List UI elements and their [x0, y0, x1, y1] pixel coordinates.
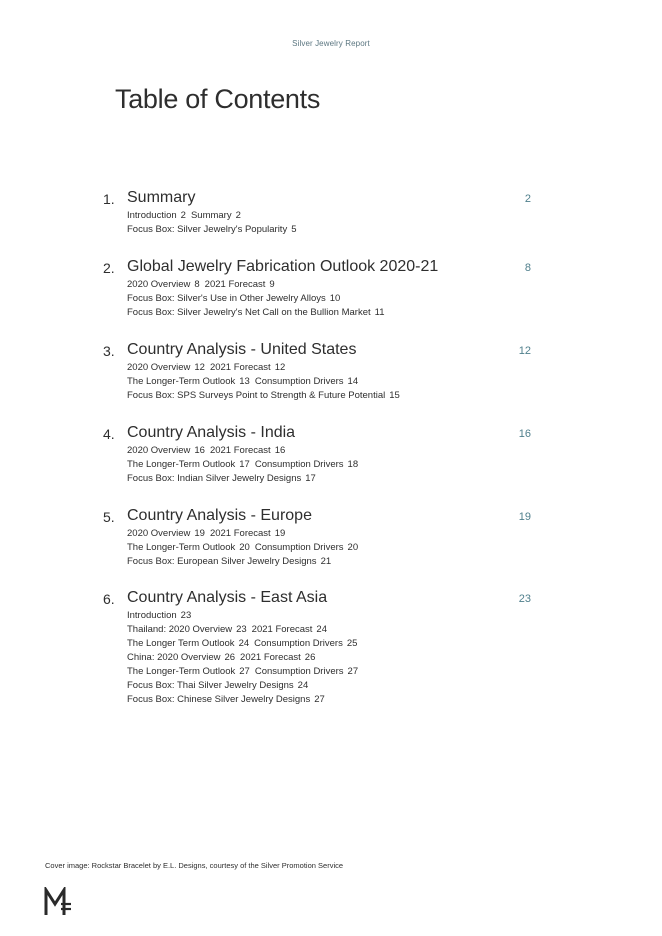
sub-entry-line — [127, 306, 385, 320]
chapter-title-link[interactable]: Country Analysis - India — [127, 424, 296, 441]
sub-entry-page: 26 — [224, 652, 236, 663]
sub-entry-line — [127, 278, 385, 292]
sub-entry-title: The Longer-Term Outlook — [127, 376, 236, 387]
sub-entry-link[interactable] — [127, 694, 325, 705]
chapter-title-link[interactable]: Country Analysis - East Asia — [127, 589, 328, 606]
sub-entry-title: 2021 Forecast — [240, 652, 301, 663]
chapter-number: 6. — [103, 591, 115, 607]
sub-entry-title: The Longer-Term Outlook — [127, 542, 236, 553]
sub-entry-page: 13 — [239, 376, 250, 387]
sub-entry-page: 24 — [316, 624, 327, 635]
sub-entry-page: 2 — [180, 210, 186, 221]
sub-entry-link[interactable] — [127, 680, 308, 691]
chapter-number: 3. — [103, 343, 115, 359]
mf-monogram-icon — [44, 887, 72, 917]
sub-entry-title: Focus Box: Chinese Silver Jewelry Designs — [127, 694, 311, 705]
chapter-page-number[interactable]: 19 — [518, 511, 531, 523]
sub-entry-line — [127, 679, 358, 693]
sub-entry-list — [127, 444, 358, 486]
sub-entry-title: Focus Box: SPS Surveys Point to Strength & Future Potential — [127, 390, 386, 401]
sub-entry-page: 16 — [274, 445, 286, 456]
sub-entry-line — [127, 665, 358, 679]
chapter-page-number[interactable]: 23 — [518, 593, 531, 605]
sub-entry-link[interactable] — [127, 459, 250, 470]
sub-entry-title: Focus Box: Silver Jewelry's Popularity — [127, 224, 288, 235]
sub-entry-list — [127, 278, 385, 320]
sub-entry-page: 27 — [347, 666, 359, 677]
sub-entry-link[interactable] — [210, 445, 285, 456]
sub-entry-title: Consumption Drivers — [254, 666, 344, 677]
sub-entry-link[interactable] — [255, 376, 358, 387]
sub-entry-title: Focus Box: European Silver Jewelry Designs — [127, 556, 317, 567]
sub-entry-title: 2021 Forecast — [204, 279, 266, 290]
sub-entry-title: Focus Box: Silver's Use in Other Jewelry Alloys — [127, 293, 326, 304]
sub-entry-link[interactable] — [127, 610, 191, 621]
sub-entry-page: 20 — [347, 542, 359, 553]
sub-entry-link[interactable] — [127, 473, 316, 484]
sub-entry-line — [127, 637, 358, 651]
sub-entry-page: 18 — [347, 459, 359, 470]
sub-entry-line — [127, 541, 358, 555]
sub-entry-page: 24 — [238, 638, 250, 649]
chapter-page-number[interactable]: 2 — [524, 193, 531, 205]
sub-entry-page: 2 — [235, 210, 241, 221]
sub-entry-title: Introduction — [127, 210, 177, 221]
sub-entry-title: 2021 Forecast — [251, 624, 313, 635]
sub-entry-line — [127, 389, 400, 403]
sub-entry-page: 14 — [347, 376, 359, 387]
sub-entry-line — [127, 223, 297, 237]
sub-entry-link[interactable] — [127, 624, 247, 635]
sub-entry-title: The Longer Term Outlook — [127, 638, 235, 649]
sub-entry-title: Consumption Drivers — [254, 542, 344, 553]
sub-entry-page: 27 — [239, 666, 250, 677]
sub-entry-line — [127, 555, 358, 569]
sub-entry-title: Focus Box: Silver Jewelry's Net Call on the Bullion Market — [127, 307, 371, 318]
sub-entry-list — [127, 609, 358, 707]
sub-entry-link[interactable] — [205, 279, 275, 290]
sub-entry-line — [127, 472, 358, 486]
sub-entry-line — [127, 623, 358, 637]
sub-entry-link[interactable] — [240, 652, 315, 663]
sub-entry-link[interactable] — [255, 542, 358, 553]
sub-entry-title: 2020 Overview — [127, 279, 191, 290]
sub-entry-link[interactable] — [127, 362, 205, 373]
sub-entry-line — [127, 375, 400, 389]
sub-entry-line — [127, 609, 358, 623]
sub-entry-page: 8 — [194, 279, 200, 290]
sub-entry-link[interactable] — [252, 624, 327, 635]
sub-entry-page: 9 — [269, 279, 275, 290]
sub-entry-page: 10 — [329, 293, 341, 304]
chapter-title-link[interactable]: Country Analysis - Europe — [127, 507, 312, 524]
sub-entry-page: 11 — [374, 307, 385, 318]
sub-entry-link[interactable] — [127, 666, 250, 677]
sub-entry-title: China: 2020 Overview — [127, 652, 221, 663]
sub-entry-title: Introduction — [127, 610, 177, 621]
sub-entry-page: 27 — [314, 694, 325, 705]
sub-entry-page: 21 — [320, 556, 332, 567]
sub-entry-list — [127, 361, 400, 403]
sub-entry-link[interactable] — [255, 666, 358, 677]
sub-entry-title: 2020 Overview — [127, 362, 191, 373]
sub-entry-line — [127, 209, 297, 223]
sub-entry-title: Consumption Drivers — [254, 459, 344, 470]
chapter-page-number[interactable]: 12 — [518, 345, 531, 357]
sub-entry-page: 12 — [274, 362, 286, 373]
sub-entry-page: 17 — [305, 473, 316, 484]
sub-entry-title: Consumption Drivers — [254, 376, 344, 387]
chapter-title-link[interactable]: Country Analysis - United States — [127, 341, 357, 358]
sub-entry-page: 17 — [239, 459, 250, 470]
chapter-number: 4. — [103, 426, 115, 442]
running-header: Silver Jewelry Report — [292, 39, 370, 48]
sub-entry-list — [127, 209, 297, 237]
sub-entry-title: Thailand: 2020 Overview — [127, 624, 233, 635]
sub-entry-title: 2021 Forecast — [209, 362, 271, 373]
sub-entry-link[interactable] — [127, 224, 297, 235]
sub-entry-page: 26 — [304, 652, 316, 663]
sub-entry-line — [127, 527, 358, 541]
sub-entry-page: 24 — [297, 680, 309, 691]
sub-entry-link[interactable] — [127, 293, 340, 304]
sub-entry-page: 12 — [194, 362, 205, 373]
sub-entry-page: 16 — [194, 445, 205, 456]
sub-entry-line — [127, 444, 358, 458]
sub-entry-title: The Longer-Term Outlook — [127, 459, 236, 470]
sub-entry-link[interactable] — [127, 445, 205, 456]
sub-entry-title: 2021 Forecast — [209, 445, 271, 456]
chapter-page-number[interactable]: 16 — [518, 428, 531, 440]
sub-entry-line — [127, 458, 358, 472]
sub-entry-title: Focus Box: Indian Silver Jewelry Designs — [127, 473, 302, 484]
sub-entry-link[interactable] — [127, 542, 250, 553]
sub-entry-link[interactable] — [127, 638, 249, 649]
sub-entry-title: Summary — [190, 210, 232, 221]
sub-entry-title: Focus Box: Thai Silver Jewelry Designs — [127, 680, 294, 691]
sub-entry-title: 2020 Overview — [127, 445, 191, 456]
sub-entry-link[interactable] — [210, 528, 285, 539]
chapter-number: 1. — [103, 191, 115, 207]
page-title: Table of Contents — [115, 84, 321, 114]
sub-entry-title: 2020 Overview — [127, 528, 191, 539]
chapter-title-link[interactable]: Global Jewelry Fabrication Outlook 2020-21 — [127, 258, 439, 275]
sub-entry-link[interactable] — [254, 638, 357, 649]
sub-entry-page: 15 — [389, 390, 400, 401]
sub-entry-link[interactable] — [127, 528, 205, 539]
sub-entry-link[interactable] — [127, 556, 331, 567]
sub-entry-title: Consumption Drivers — [254, 638, 343, 649]
sub-entry-link[interactable] — [127, 279, 200, 290]
sub-entry-page: 23 — [180, 610, 192, 621]
sub-entry-page: 19 — [194, 528, 205, 539]
sub-entry-page: 5 — [291, 224, 297, 235]
sub-entry-link[interactable] — [255, 459, 358, 470]
footer-credit: Cover image: Rockstar Bracelet by E.L. Designs, courtesy of the Silver Promotion Service — [45, 861, 344, 870]
sub-entry-link[interactable] — [127, 376, 250, 387]
sub-entry-page: 20 — [239, 542, 250, 553]
sub-entry-link[interactable] — [127, 210, 186, 221]
sub-entry-line — [127, 693, 358, 707]
sub-entry-line — [127, 361, 400, 375]
sub-entry-link[interactable] — [210, 362, 285, 373]
chapter-title-link[interactable]: Summary — [127, 189, 196, 206]
chapter-number: 2. — [103, 260, 115, 276]
sub-entry-title: The Longer-Term Outlook — [127, 666, 236, 677]
sub-entry-link[interactable] — [191, 210, 241, 221]
sub-entry-page: 25 — [346, 638, 358, 649]
sub-entry-link[interactable] — [127, 652, 235, 663]
sub-entry-line — [127, 651, 358, 665]
sub-entry-title: 2021 Forecast — [209, 528, 271, 539]
sub-entry-line — [127, 292, 385, 306]
sub-entry-link[interactable] — [127, 390, 400, 401]
sub-entry-link[interactable] — [127, 307, 385, 318]
sub-entry-page: 19 — [274, 528, 286, 539]
chapter-number: 5. — [103, 509, 115, 525]
sub-entry-list — [127, 527, 358, 569]
chapter-page-number[interactable]: 8 — [524, 262, 531, 274]
sub-entry-page: 23 — [236, 624, 247, 635]
